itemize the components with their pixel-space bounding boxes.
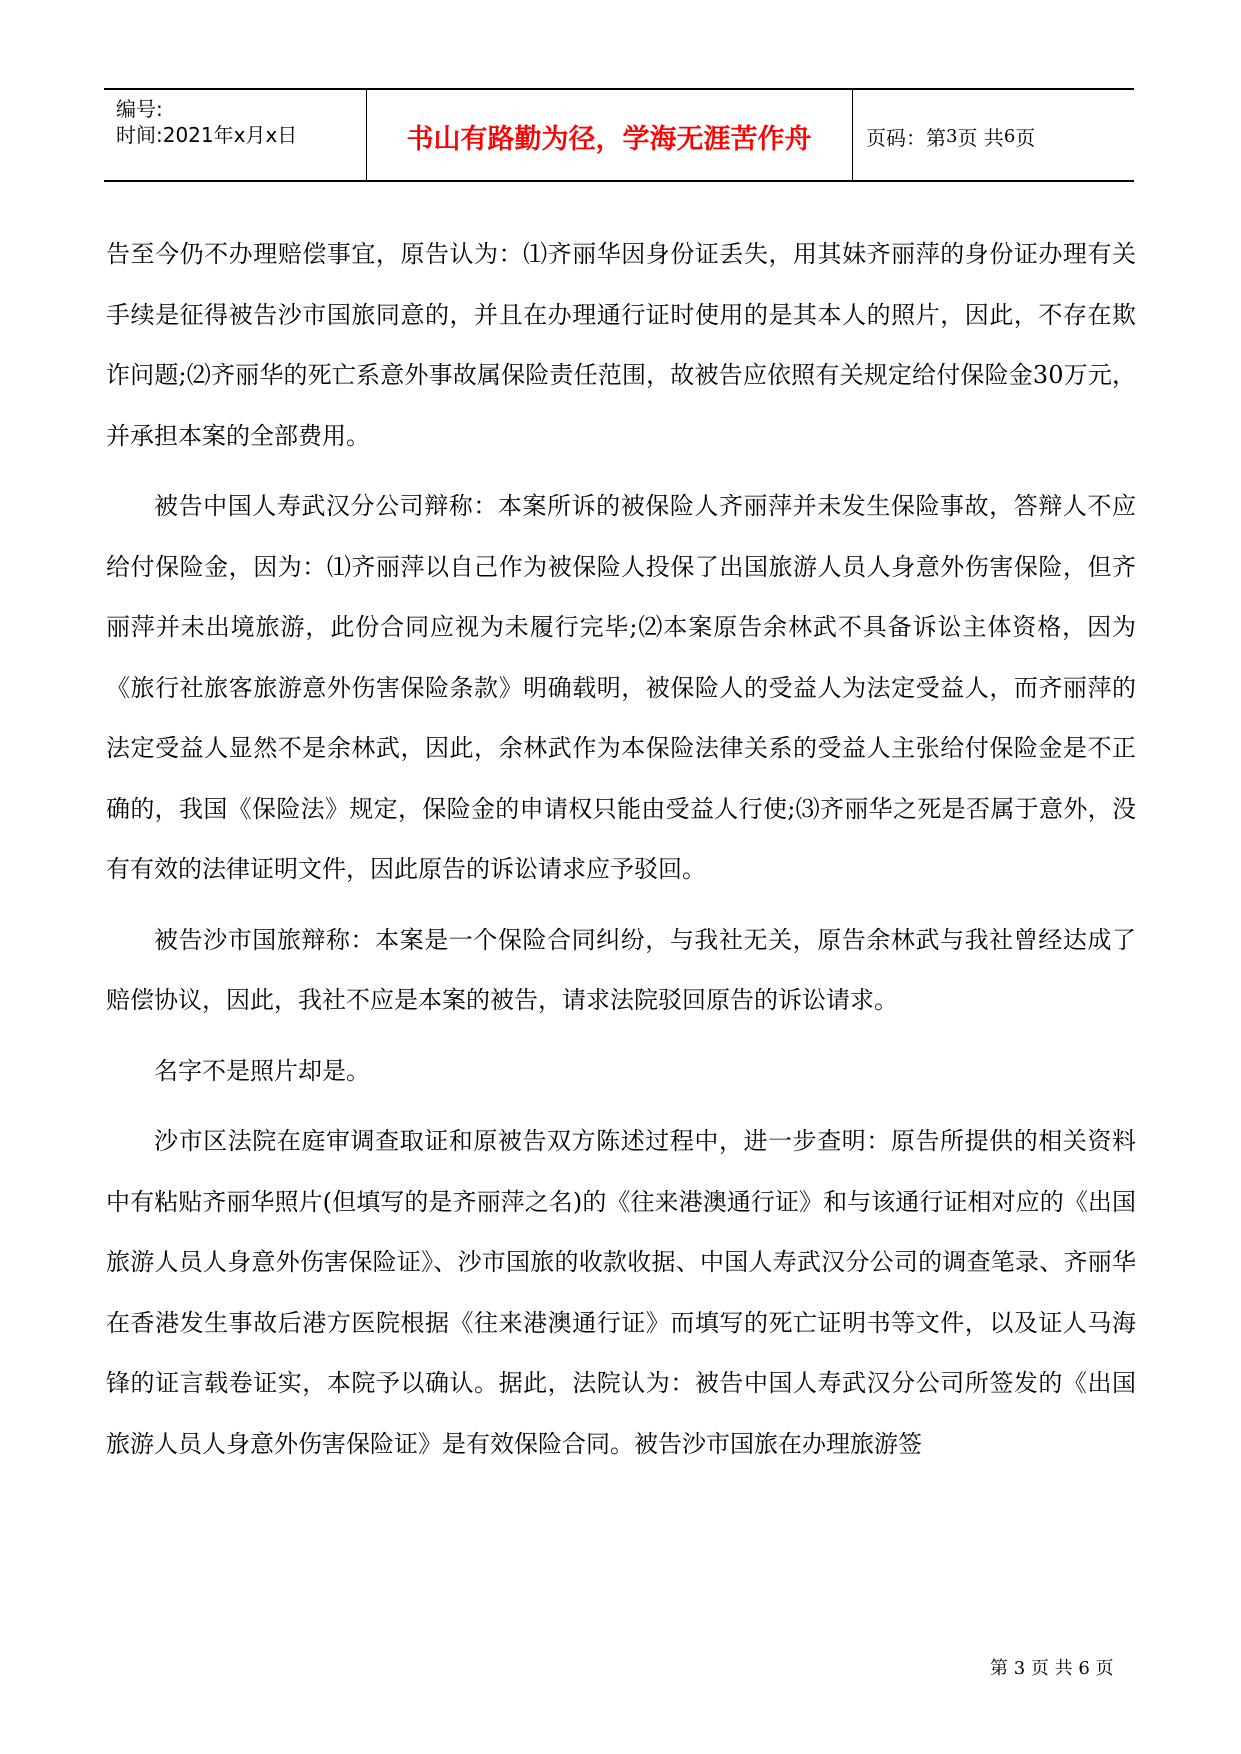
document-body	[106, 224, 1136, 1484]
page-prefix: 页码：第	[866, 125, 946, 150]
header-motto: 书山有路勤为径，学海无涯苦作舟	[406, 123, 812, 155]
document-time-label: 时间:2021年x月x日	[116, 123, 298, 147]
paragraph-travel-agency-defense: 被告沙市国旅辩称：本案是一个保险合同纠纷，与我社无关，原告余林武与我社曾经达成了赔偿协议，因此，我社不应是本案的被告，请求法院驳回原告的诉讼请求。	[106, 925, 1136, 1014]
paragraph-note: 名字不是照片却是。	[154, 1056, 370, 1085]
page-suffix: 页	[1015, 125, 1036, 150]
header-meta	[116, 96, 297, 148]
page-footer: 第 3 页 共 6 页	[990, 1658, 1114, 1679]
page-header	[104, 88, 1134, 182]
document-number-label: 编号:	[116, 97, 163, 121]
page-current-number: 3	[946, 125, 958, 147]
paragraph-plaintiff-claims: 告至今仍不办理赔偿事宜，原告认为：⑴齐丽华因身份证丢失，用其妹齐丽萍的身份证办理有关手续是征得被告沙市国旅同意的，并且在办理通行证时使用的是其本人的照片，因此，不存在欺诈问题;⑵齐丽华的死亡系意外事故属保险责任范围，故被告应依照有关规定给付保险金30万元，并承担本案的全部费用。	[106, 240, 1136, 450]
header-page-indicator	[866, 90, 1035, 182]
paragraph-insurer-defense: 被告中国人寿武汉分公司辩称：本案所诉的被保险人齐丽萍并未发生保险事故，答辩人不应给付保险金，因为：⑴齐丽萍以自己作为被保险人投保了出国旅游人员人身意外伤害保险，但齐丽萍并未出境旅游，此份合同应视为未履行完毕;⑵本案原告余林武不具备诉讼主体资格，因为《旅行社旅客旅游意外伤害保险条款》明确载明，被保险人的受益人为法定受益人，而齐丽萍的法定受益人显然不是余林武，因此，余林武作为本保险法律关系的受益人主张给付保险金是不正确的，我国《保险法》规定，保险金的申请权只能由受益人行使;⑶齐丽华之死是否属于意外，没有有效的法律证明文件，因此原告的诉讼请求应予驳回。	[106, 492, 1136, 883]
page-middle: 页 共	[957, 125, 1004, 150]
page-total-number: 6	[1003, 125, 1016, 147]
paragraph-court-findings: 沙市区法院在庭审调查取证和原被告双方陈述过程中，进一步查明：原告所提供的相关资料中有粘贴齐丽华照片(但填写的是齐丽萍之名)的《往来港澳通行证》和与该通行证相对应的《出国旅游人员人身意外伤害保险证》、沙市国旅的收款收据、中国人寿武汉分公司的调查笔录、齐丽华在香港发生事故后港方医院根据《往来港澳通行证》而填写的死亡证明书等文件，以及证人马海锋的证言载卷证实，本院予以确认。据此，法院认为：被告中国人寿武汉分公司所签发的《出国旅游人员人身意外伤害保险证》是有效保险合同。被告沙市国旅在办理旅游签	[106, 1127, 1136, 1458]
header-divider	[852, 90, 853, 180]
